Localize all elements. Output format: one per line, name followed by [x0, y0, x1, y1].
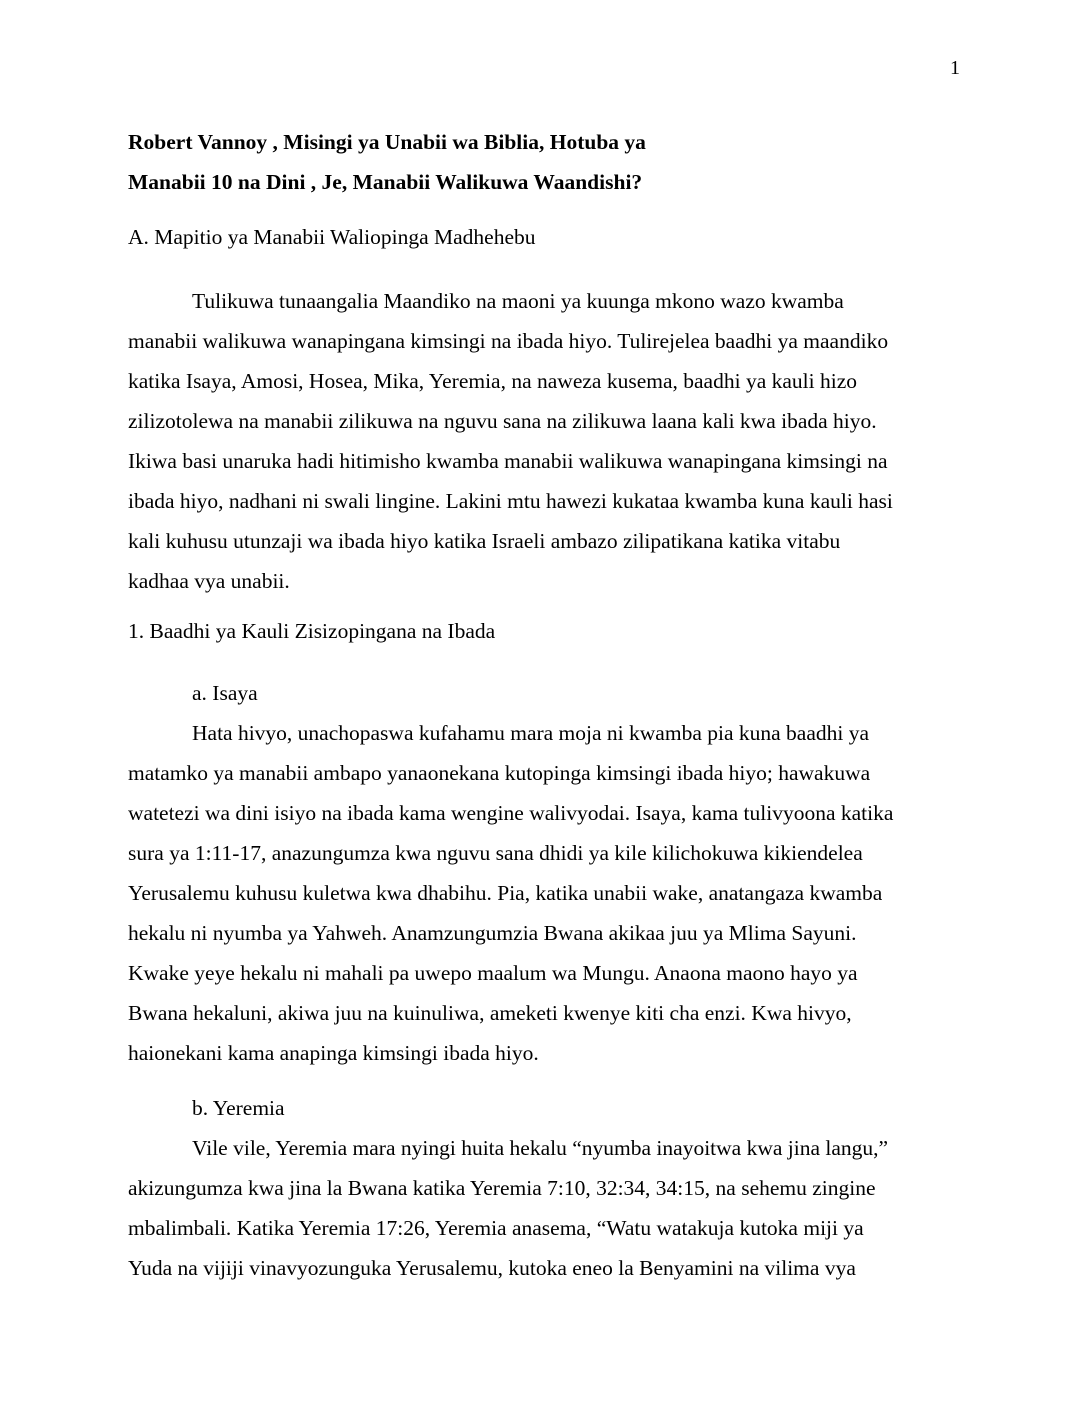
- paragraph-3: [128, 1128, 960, 1288]
- text-line: Ikiwa basi unaruka hadi hitimisho kwamba manabii walikuwa wanapingana kimsingi na: [128, 449, 888, 473]
- title-line: Manabii 10 na Dini , Je, Manabii Walikuwa Waandishi?: [128, 170, 643, 194]
- text-line: katika Isaya, Amosi, Hosea, Mika, Yeremia, na naweza kusema, baadhi ya kauli hizo: [128, 369, 857, 393]
- text-line: Bwana hekaluni, akiwa juu na kuinuliwa, ameketi kwenye kiti cha enzi. Kwa hivyo,: [128, 1001, 852, 1025]
- text-line: Yuda na vijiji vinavyozunguka Yerusalemu, kutoka eneo la Benyamini na vilima vya: [128, 1256, 856, 1280]
- text-line: sura ya 1:11-17, anazungumza kwa nguvu sana dhidi ya kile kilichokuwa kikiendelea: [128, 841, 863, 865]
- section-heading-a: A. Mapitio ya Manabii Waliopinga Madhehebu: [128, 225, 536, 249]
- document-title: [128, 122, 960, 202]
- title-line: Robert Vannoy , Misingi ya Unabii wa Biblia, Hotuba ya: [128, 130, 646, 154]
- text-line: Hata hivyo, unachopaswa kufahamu mara moja ni kwamba pia kuna baadhi ya: [192, 721, 870, 745]
- subheading-yeremia: b. Yeremia: [192, 1096, 285, 1120]
- text-line: akizungumza kwa jina la Bwana katika Yeremia 7:10, 32:34, 34:15, na sehemu zingine: [128, 1176, 876, 1200]
- text-line: mbalimbali. Katika Yeremia 17:26, Yeremia anasema, “Watu watakuja kutoka miji ya: [128, 1216, 864, 1240]
- page-number: 1: [950, 57, 960, 79]
- text-line: manabii walikuwa wanapingana kimsingi na ibada hiyo. Tulirejelea baadhi ya maandiko: [128, 329, 889, 353]
- text-line: kadhaa vya unabii.: [128, 569, 290, 593]
- text-line: haionekani kama anapinga kimsingi ibada hiyo.: [128, 1041, 539, 1065]
- section-heading-1: 1. Baadhi ya Kauli Zisizopingana na Ibada: [128, 619, 496, 643]
- text-line: hekalu ni nyumba ya Yahweh. Anamzungumzia Bwana akikaa juu ya Mlima Sayuni.: [128, 921, 857, 945]
- paragraph-2: [128, 713, 960, 1073]
- text-line: Kwake yeye hekalu ni mahali pa uwepo maalum wa Mungu. Anaona maono hayo ya: [128, 961, 858, 985]
- paragraph-1: [128, 281, 960, 601]
- text-line: kali kuhusu utunzaji wa ibada hiyo katika Israeli ambazo zilipatikana katika vitabu: [128, 529, 841, 553]
- text-line: Tulikuwa tunaangalia Maandiko na maoni ya kuunga mkono wazo kwamba: [192, 289, 844, 313]
- text-line: ibada hiyo, nadhani ni swali lingine. Lakini mtu hawezi kukataa kwamba kuna kauli hasi: [128, 489, 893, 513]
- text-line: matamko ya manabii ambapo yanaonekana kutopinga kimsingi ibada hiyo; hawakuwa: [128, 761, 871, 785]
- text-line: zilizotolewa na manabii zilikuwa na nguvu sana na zilikuwa laana kali kwa ibada hiyo.: [128, 409, 877, 433]
- subheading-isaya: a. Isaya: [192, 681, 258, 705]
- text-line: Vile vile, Yeremia mara nyingi huita hekalu “nyumba inayoitwa kwa jina langu,”: [192, 1136, 889, 1160]
- text-line: watetezi wa dini isiyo na ibada kama wengine walivyodai. Isaya, kama tulivyoona katika: [128, 801, 894, 825]
- text-line: Yerusalemu kuhusu kuletwa kwa dhabihu. Pia, katika unabii wake, anatangaza kwamba: [128, 881, 883, 905]
